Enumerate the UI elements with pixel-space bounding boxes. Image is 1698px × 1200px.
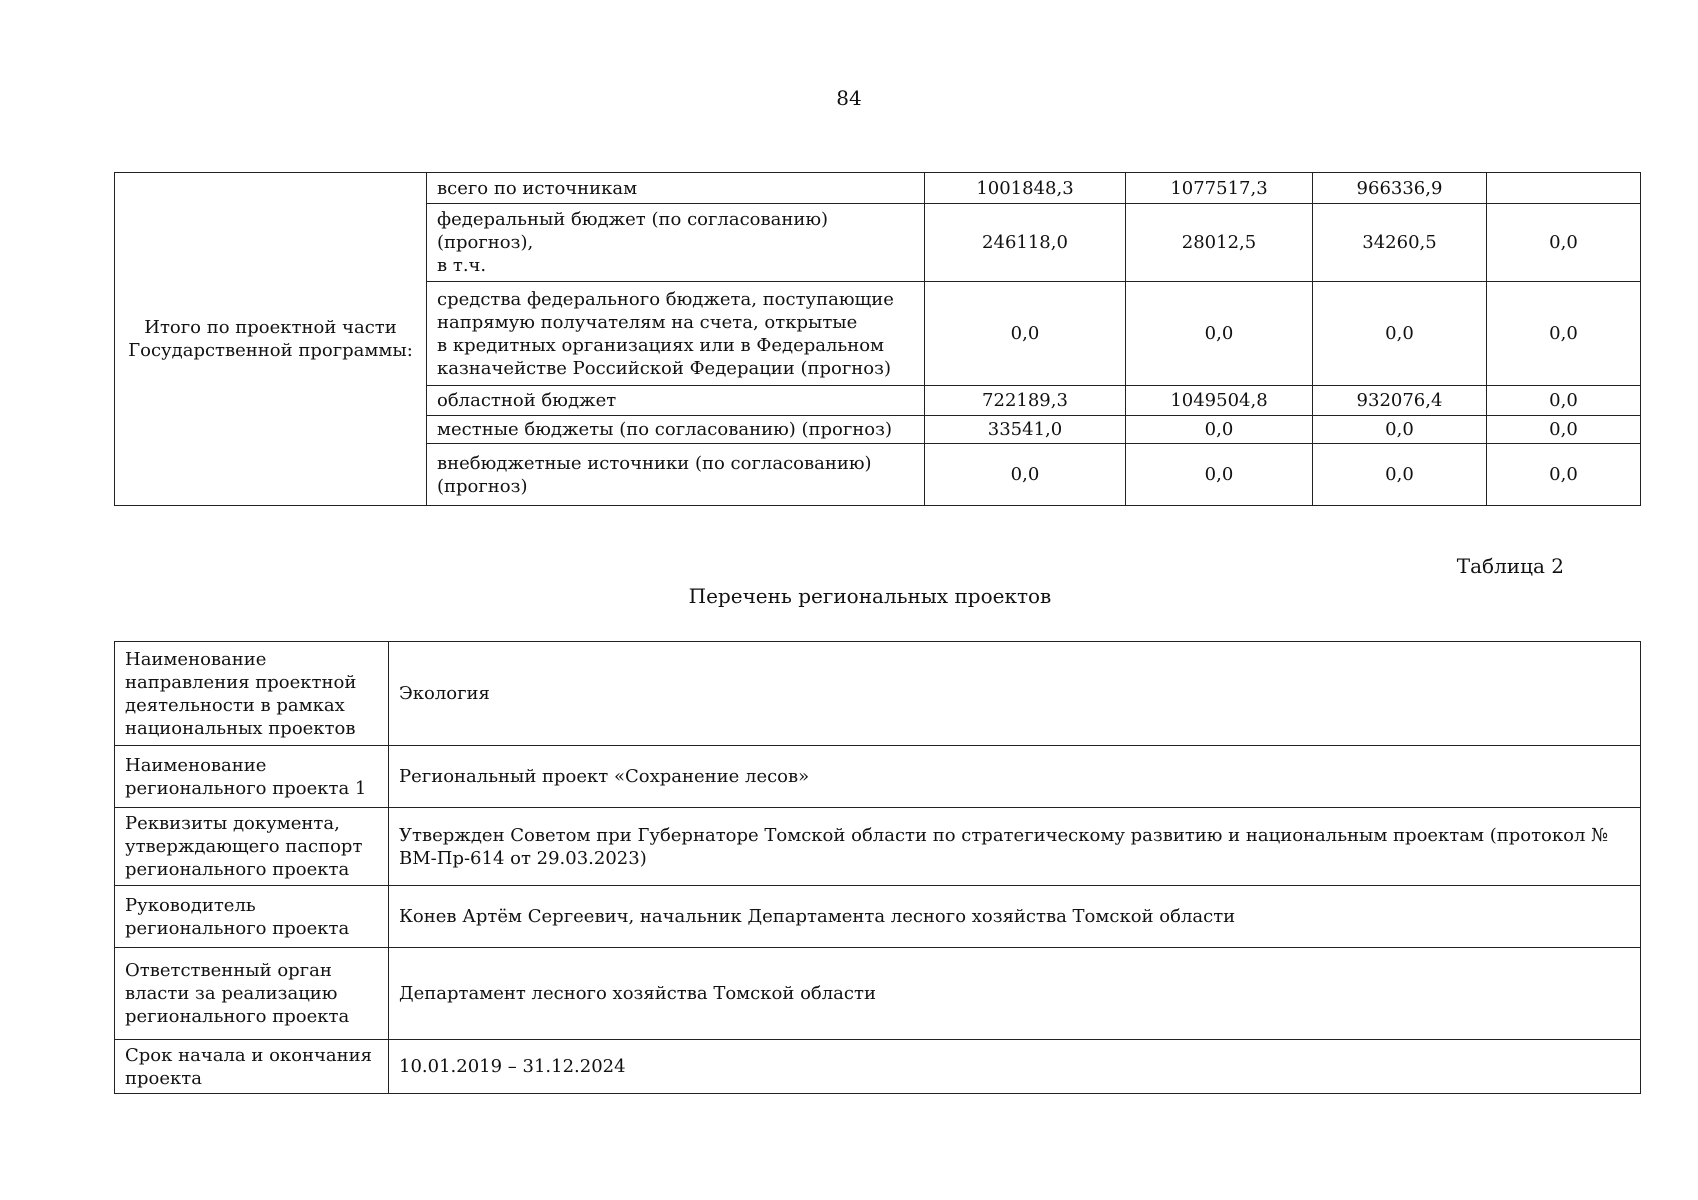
- summary-funding-table: [114, 172, 1641, 506]
- value-cell: 0,0: [1487, 386, 1641, 416]
- value-cell: 1049504,8: [1126, 386, 1313, 416]
- value-cell: 0,0: [925, 282, 1126, 386]
- value-cell: 932076,4: [1313, 386, 1487, 416]
- source-cell: федеральный бюджет (по согласованию) (прогноз), в т.ч.: [427, 204, 925, 282]
- source-cell: всего по источникам: [427, 173, 925, 204]
- value-cell: 722189,3: [925, 386, 1126, 416]
- field-value: 10.01.2019 – 31.12.2024: [389, 1040, 1641, 1094]
- field-value: Экология: [389, 642, 1641, 746]
- table-row: [115, 886, 1641, 948]
- table-row: [115, 746, 1641, 808]
- source-cell: областной бюджет: [427, 386, 925, 416]
- field-label: Руководитель регионального проекта: [115, 886, 389, 948]
- value-cell: 28012,5: [1126, 204, 1313, 282]
- value-cell: 0,0: [1487, 444, 1641, 506]
- field-label: Срок начала и окончания проекта: [115, 1040, 389, 1094]
- value-cell: 0,0: [1313, 282, 1487, 386]
- field-value: Конев Артём Сергеевич, начальник Департамента лесного хозяйства Томской области: [389, 886, 1641, 948]
- value-cell: 1001848,3: [925, 173, 1126, 204]
- field-label: Наименование регионального проекта 1: [115, 746, 389, 808]
- field-label: Реквизиты документа, утверждающего паспорт регионального проекта: [115, 808, 389, 886]
- regional-projects-table: [114, 641, 1641, 1094]
- page-number: 84: [836, 86, 862, 110]
- table-row: [115, 642, 1641, 746]
- field-label: Ответственный орган власти за реализацию регионального проекта: [115, 948, 389, 1040]
- row-header: Итого по проектной части Государственной программы:: [115, 173, 427, 506]
- table-row: [115, 948, 1641, 1040]
- table-row: [115, 1040, 1641, 1094]
- field-value: Региональный проект «Сохранение лесов»: [389, 746, 1641, 808]
- value-cell: 0,0: [1313, 416, 1487, 444]
- value-cell: 0,0: [1126, 444, 1313, 506]
- value-cell: 33541,0: [925, 416, 1126, 444]
- source-cell: местные бюджеты (по согласованию) (прогноз): [427, 416, 925, 444]
- value-cell: 0,0: [925, 444, 1126, 506]
- field-label: Наименование направления проектной деятельности в рамках национальных проектов: [115, 642, 389, 746]
- value-cell: 0,0: [1313, 444, 1487, 506]
- table-caption: Перечень региональных проектов: [688, 584, 1052, 608]
- source-cell: средства федерального бюджета, поступающие напрямую получателям на счета, открытые в кредитных организациях или в Федеральном казначействе Российской Федерации (прогноз): [427, 282, 925, 386]
- field-value: Утвержден Советом при Губернаторе Томской области по стратегическому развитию и национальным проектам (протокол № ВМ-Пр-614 от 29.03.2023): [389, 808, 1641, 886]
- table-row: [115, 173, 1641, 204]
- table-row: [115, 808, 1641, 886]
- value-cell: 966336,9: [1313, 173, 1487, 204]
- value-cell: 0,0: [1126, 416, 1313, 444]
- source-cell: внебюджетные источники (по согласованию) (прогноз): [427, 444, 925, 506]
- table-number-label: Таблица 2: [1456, 554, 1564, 578]
- value-cell: 0,0: [1487, 282, 1641, 386]
- value-cell: 0,0: [1487, 416, 1641, 444]
- value-cell: 1077517,3: [1126, 173, 1313, 204]
- value-cell: 0,0: [1487, 204, 1641, 282]
- value-cell: 0,0: [1126, 282, 1313, 386]
- value-cell: 34260,5: [1313, 204, 1487, 282]
- field-value: Департамент лесного хозяйства Томской области: [389, 948, 1641, 1040]
- value-cell: 246118,0: [925, 204, 1126, 282]
- value-cell: [1487, 173, 1641, 204]
